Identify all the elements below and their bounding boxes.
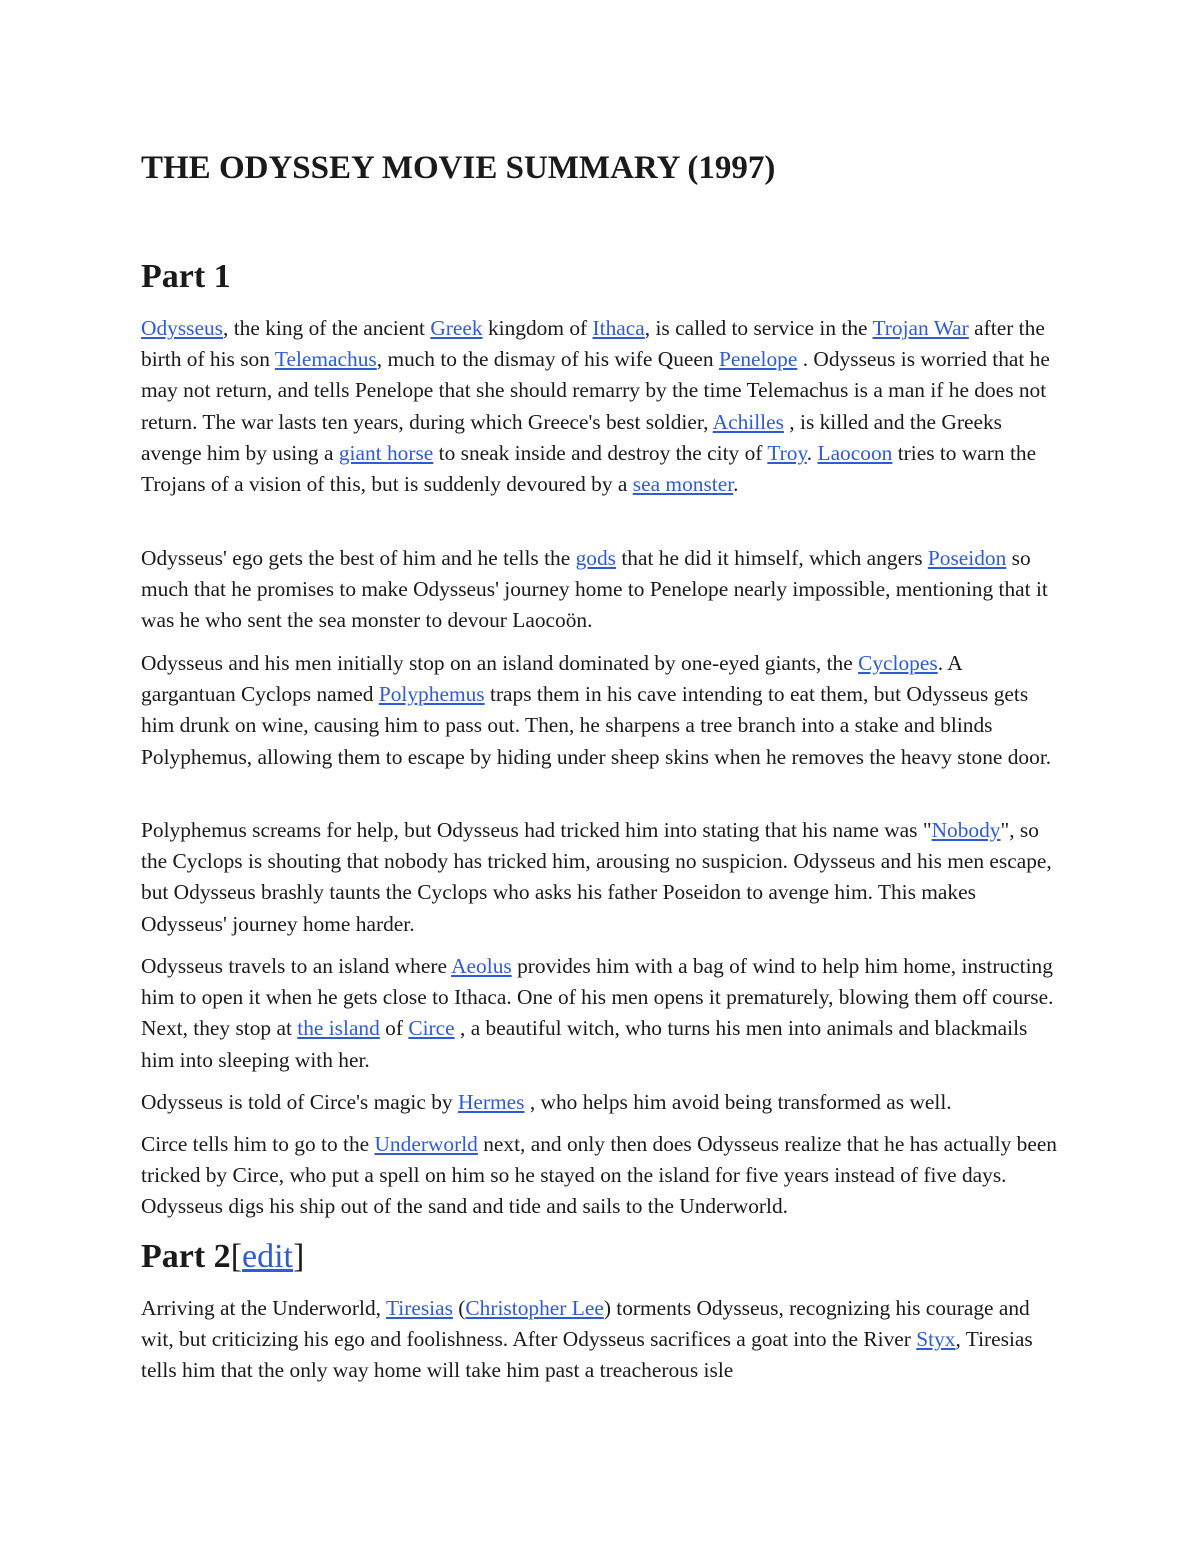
link-laocoon[interactable]: Laocoon xyxy=(817,440,893,465)
text-run: , is killed and the Greeks avenge him by using a xyxy=(141,409,1002,465)
link-penelope[interactable]: Penelope xyxy=(718,347,798,372)
link-achilles[interactable]: Achilles xyxy=(712,409,784,434)
text-run: Odysseus and his men initially stop on an island dominated by one-eyed giants, the xyxy=(141,651,859,675)
link-nobody[interactable]: Nobody xyxy=(931,818,1001,842)
part-1-paragraph-5 xyxy=(141,951,1061,1076)
text-run: , the king of the ancient xyxy=(223,316,431,340)
text-run: Circe tells him to go to the xyxy=(141,1132,375,1156)
text-run: to sneak inside and destroy the city of xyxy=(433,440,768,465)
text-run: . xyxy=(733,472,739,497)
part-1-paragraph-6 xyxy=(141,1087,1061,1118)
text-run: , much to the dismay of his wife Queen xyxy=(376,347,719,372)
part-1-paragraph-7 xyxy=(141,1129,1061,1223)
text-run: tries to warn the Trojans of a vision of this, but is suddenly devoured by a xyxy=(141,440,1037,497)
link-giant-horse[interactable]: giant horse xyxy=(338,440,434,465)
part-1-heading: Part 1 xyxy=(141,258,231,295)
link-the-island[interactable]: the island xyxy=(297,1016,380,1041)
part-2-heading-text: Part 2 xyxy=(141,1238,231,1275)
link-underworld[interactable]: Underworld xyxy=(374,1132,478,1156)
link-gods[interactable]: gods xyxy=(575,546,616,570)
part-1-paragraph-4 xyxy=(141,815,1061,940)
text-run: next, and only then does Odysseus realize that he has actually been tricked by Circe, who put a spell on him so he stayed on the island for five years instead of five days. Odysseus digs his ship out of the sand and tide and sails to the Underworld. xyxy=(141,1132,1058,1219)
link-ithaca[interactable]: Ithaca xyxy=(592,316,645,340)
text-run: , a beautiful witch, who turns his men into animals and blackmails him into sleeping with her. xyxy=(141,1016,1028,1072)
link-styx[interactable]: Styx xyxy=(916,1327,956,1352)
text-run: ( xyxy=(452,1296,466,1320)
text-run: that he did it himself, which angers xyxy=(615,546,928,570)
part-2-paragraph-1 xyxy=(141,1293,1061,1387)
text-run: , who helps him avoid being transformed as well. xyxy=(524,1090,952,1114)
link-trojan-war[interactable]: Trojan War xyxy=(872,316,969,340)
text-run: ", so the Cyclops is shouting that nobody has tricked him, arousing no suspicion. Odysseus and his men escape, but Odysseus brashly taunts the Cyclops who asks his father Poseidon to avenge him. This makes Odysseus' journey home harder. xyxy=(141,818,1052,936)
text-run: of xyxy=(379,1016,409,1041)
link-aeolus[interactable]: Aeolus xyxy=(451,954,512,978)
text-run: ) torments Odysseus, recognizing his courage and wit, but criticizing his ego and foolishness. After Odysseus sacrifices a goat into the River xyxy=(141,1296,1030,1352)
link-troy[interactable]: Troy xyxy=(767,440,807,465)
link-circe[interactable]: Circe xyxy=(408,1016,455,1041)
part-1-paragraph-1 xyxy=(141,313,1061,500)
part-1-paragraph-3 xyxy=(141,648,1061,773)
link-sea-monster[interactable]: sea monster xyxy=(632,472,734,497)
text-run: Odysseus travels to an island where xyxy=(141,954,452,978)
text-run: provides him with a bag of wind to help him home, instructing him to open it when he gets close to Ithaca. One of his men opens it prematurely, blowing them off course. Next, they stop at xyxy=(141,954,1054,1041)
link-hermes[interactable]: Hermes xyxy=(457,1090,525,1114)
text-run: , is called to service in the xyxy=(644,316,873,340)
link-poseidon[interactable]: Poseidon xyxy=(927,546,1007,570)
link-christopher-lee[interactable]: Christopher Lee xyxy=(465,1296,604,1320)
link-polyphemus[interactable]: Polyphemus xyxy=(378,682,485,707)
link-telemachus[interactable]: Telemachus xyxy=(274,347,377,372)
link-greek[interactable]: Greek xyxy=(430,316,483,340)
text-run: , Tiresias tells him that the only way home will take him past a treacherous isle xyxy=(141,1327,1033,1383)
text-run: traps them in his cave intending to eat them, but Odysseus gets him drunk on wine, causing him to pass out. Then, he sharpens a tree branch into a stake and blinds Polyphemus, allowing them to escape by hiding under sheep skins when he removes the heavy stone door. xyxy=(141,682,1052,769)
edit-link[interactable]: edit xyxy=(242,1238,293,1275)
text-run: . A gargantuan Cyclops named xyxy=(141,651,962,707)
text-run: . xyxy=(806,440,818,465)
text-run: Odysseus is told of Circe's magic by xyxy=(141,1090,458,1114)
text-run: so much that he promises to make Odysseus' journey home to Penelope nearly impossible, mentioning that it was he who sent the sea monster to devour Laocoön. xyxy=(141,546,1048,633)
text-run: . Odysseus is worried that he may not return, and tells Penelope that she should remarry by the time Telemachus is a man if he does not return. The war lasts ten years, during which Greece's best soldier, xyxy=(141,347,1050,434)
link-tiresias[interactable]: Tiresias xyxy=(385,1296,453,1320)
document-title: THE ODYSSEY MOVIE SUMMARY (1997) xyxy=(141,150,776,186)
link-cyclopes[interactable]: Cyclopes xyxy=(858,651,938,675)
part-1-paragraph-2 xyxy=(141,543,1061,637)
part-2-heading xyxy=(141,1238,304,1276)
text-run: Polyphemus screams for help, but Odysseus had tricked him into stating that his name was " xyxy=(141,818,932,842)
text-run: after the birth of his son xyxy=(141,316,1045,372)
edit-close-bracket: ] xyxy=(293,1238,305,1275)
text-run: Arriving at the Underworld, xyxy=(141,1296,386,1320)
link-odysseus[interactable]: Odysseus xyxy=(141,316,224,340)
edit-open-bracket: [ xyxy=(230,1238,243,1275)
text-run: Odysseus' ego gets the best of him and he tells the xyxy=(141,546,576,570)
text-run: kingdom of xyxy=(482,316,593,340)
